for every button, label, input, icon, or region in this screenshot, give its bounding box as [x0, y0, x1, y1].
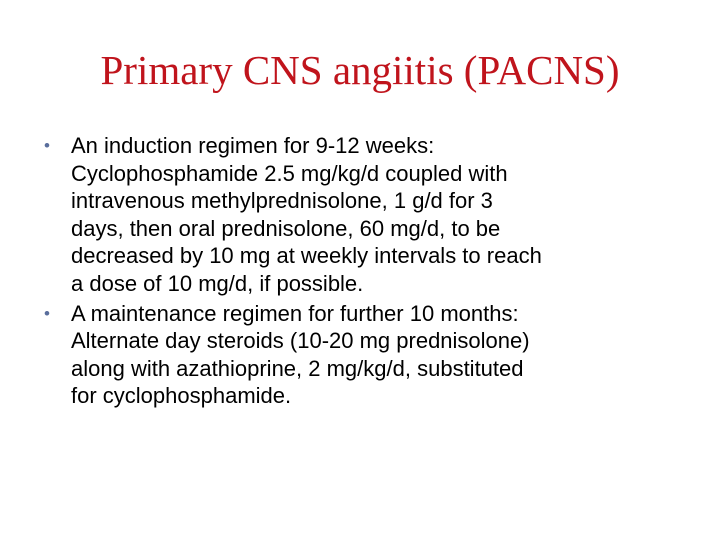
- bullet-line: An induction regimen for 9-12 weeks:: [71, 133, 435, 158]
- bullet-list: [44, 132, 684, 412]
- bullet-line: along with azathioprine, 2 mg/kg/d, substituted: [71, 355, 524, 381]
- bullet-icon: •: [44, 303, 50, 323]
- bullet-item-induction: [44, 132, 684, 298]
- bullet-line: a dose of 10 mg/d, if possible.: [71, 270, 364, 296]
- bullet-icon: •: [44, 136, 50, 155]
- bullet-line: Cyclophosphamide 2.5 mg/kg/d coupled with: [71, 160, 508, 186]
- bullet-line: intravenous methylprednisolone, 1 g/d for 3: [71, 188, 493, 214]
- bullet-item-maintenance: [44, 300, 684, 410]
- bullet-line: Alternate day steroids (10-20 mg prednisolone): [71, 328, 530, 354]
- bullet-line: decreased by 10 mg at weekly intervals to reach: [71, 243, 542, 269]
- bullet-line: days, then oral prednisolone, 60 mg/d, to be: [71, 215, 501, 241]
- slide-title: Primary CNS angiitis (PACNS): [100, 47, 620, 93]
- bullet-line: for cyclophosphamide.: [71, 383, 292, 409]
- bullet-line: A maintenance regimen for further 10 months:: [71, 300, 519, 326]
